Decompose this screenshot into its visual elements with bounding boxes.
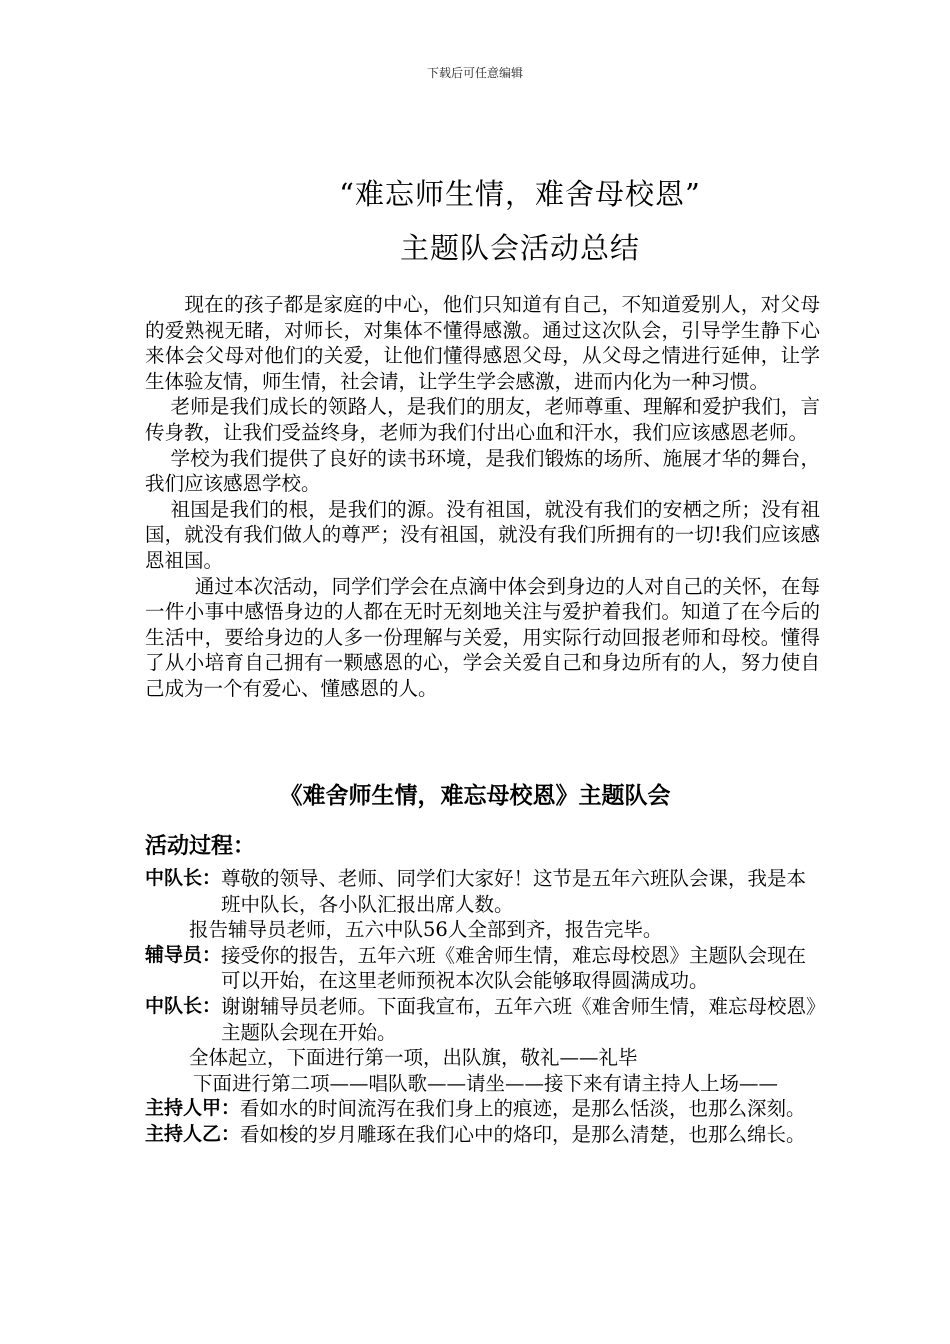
speech-text: 看如梭的岁月雕琢在我们心中的烙印，是那么清楚，也那么绵长。	[240, 1122, 806, 1146]
speaker-label: 辅导员：	[145, 943, 222, 966]
header-note: 下载后可任意编辑	[426, 66, 523, 80]
speech-text: 尊敬的领导、老师、同学们大家好！这节是五年六班队会课，我是本班中队长，各小队汇报出席人数。	[221, 867, 807, 916]
dialog-line	[145, 1096, 820, 1122]
paragraph-conclusion: 通过本次活动，同学们学会在点滴中体会到身边的人对自己的关怀，在每一件小事中感悟身边的人都在无时无刻地关注与爱护着我们。知道了在今后的生活中，要给身边的人多一份理解与关爱，用实际行动回报老师和母校。懂得了从小培育自己拥有一颗感恩的心，学会关爱自己和身边所有的人，努力使自己成为一个有爱心、懂感恩的人。	[145, 574, 820, 700]
title-line-1: “难忘师生情，难舍母校恩”	[339, 177, 701, 211]
speech-text: 谢谢辅导员老师。下面我宣布，五年六班《难舍师生情，难忘母校恩》主题队会现在开始。	[221, 994, 816, 1044]
speech-text: 接受你的报告，五年六班《难舍师生情，难忘母校恩》主题队会现在可以开始，在这里老师预祝本次队会能够取得圆满成功。	[221, 943, 807, 993]
dialog-line	[145, 1122, 820, 1148]
summary-body	[145, 292, 820, 702]
dialog-line	[145, 994, 820, 1045]
dialog-line	[145, 866, 820, 917]
narration-line: 报告辅导员老师，五六中队56人全部到齐，报告完毕。	[189, 918, 663, 942]
title-line-2: 主题队会活动总结	[399, 231, 640, 265]
narration-line: 下面进行第二项——唱队歌——请坐——接下来有请主持人上场——	[193, 1071, 779, 1095]
paragraph-teachers: 老师是我们成长的领路人，是我们的朋友，老师尊重、理解和爱护我们，言传身教，让我们受益终身，老师为我们付出心血和汗水，我们应该感恩老师。	[145, 395, 820, 444]
dialog-block	[145, 866, 820, 1148]
speaker-label: 主持人甲：	[145, 1097, 241, 1120]
paragraph-intro: 现在的孩子都是家庭的中心，他们只知道有自己，不知道爱别人，对父母的爱熟视无睹，对师长，对集体不懂得感激。通过这次队会，引导学生静下心来体会父母对他们的关爱，让他们懂得感恩父母，从父母之情进行延伸，让学生体验友情，师生情，社会请，让学生学会感激，进而内化为一种习惯。	[145, 293, 820, 393]
speaker-label: 中队长：	[145, 994, 222, 1017]
paragraph-country: 祖国是我们的根，是我们的源。没有祖国，就没有我们的安栖之所；没有祖国，就没有我们做人的尊严；没有祖国，就没有我们所拥有的一切!我们应该感恩祖国。	[145, 497, 820, 572]
speaker-label: 中队长：	[145, 867, 222, 889]
speech-text: 看如水的时间流泻在我们身上的痕迹，是那么恬淡，也那么深刻。	[240, 1097, 806, 1121]
meeting-subtitle: 《难舍师生情，难忘母校恩》主题队会	[279, 783, 671, 809]
paragraph-school: 学校为我们提供了良好的读书环境，是我们锻炼的场所、施展才华的舞台，我们应该感恩学校。	[145, 446, 820, 496]
section-heading: 活动过程：	[145, 834, 256, 859]
narration-line: 全体起立，下面进行第一项，出队旗，敬礼——礼毕	[189, 1046, 638, 1070]
dialog-line	[145, 943, 820, 994]
speaker-label: 主持人乙：	[145, 1122, 241, 1145]
